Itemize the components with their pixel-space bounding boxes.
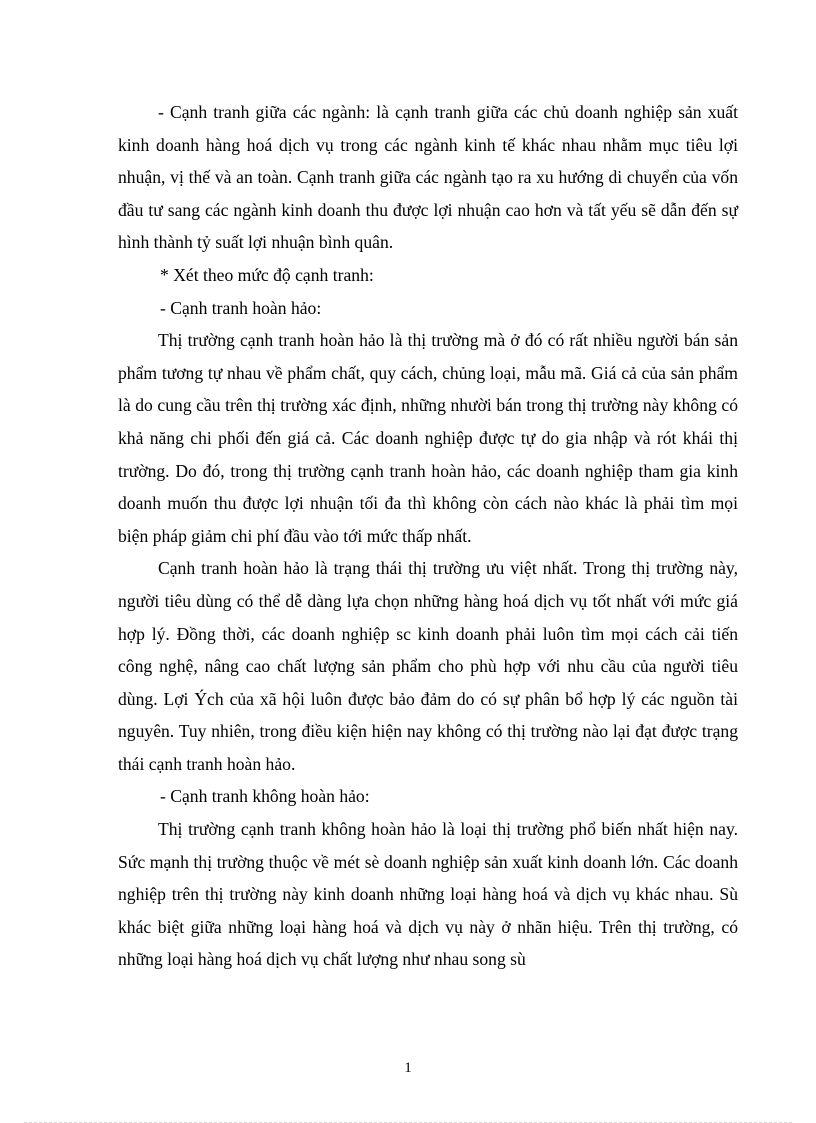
paragraph-imperfect-market-definition: Thị trường cạnh tranh không hoàn hảo là loại thị trường phổ biến nhất hiện nay. Sức mạnh thị trường thuộc về mét sè doanh nghiệp sản xuất kinh doanh lớn. Các doanh nghiệp trên thị trường này kinh doanh những loại hàng hoá và dịch vụ khác nhau. Sù khác biệt giữa những loại hàng hoá và dịch vụ này ở nhãn hiệu. Trên thị trường, có những loại hàng hoá dịch vụ chất lượng như nhau song sù: [118, 819, 738, 970]
heading-imperfect-competition: - Cạnh tranh không hoàn hảo:: [160, 786, 370, 807]
heading-by-competition-level: * Xét theo mức độ cạnh tranh:: [160, 264, 374, 285]
paragraph-perfect-market-advantages: Cạnh tranh hoàn hảo là trạng thái thị trường ưu việt nhất. Trong thị trường này, người tiêu dùng có thể dễ dàng lựa chọn những hàng hoá dịch vụ tốt nhất với mức giá hợp lý. Đồng thời, các doanh nghiệp sc kinh doanh phải luôn tìm mọi cách cải tiến công nghệ, nâng cao chất lượng sản phẩm cho phù hợp với nhu cầu của người tiêu dùng. Lợi Ých của xã hội luôn được bảo đảm do có sự phân bổ hợp lý các nguồn tài nguyên. Tuy nhiên, trong điều kiện hiện nay không có thị trường nào lại đạt được trạng thái cạnh tranh hoàn hảo.: [118, 558, 738, 774]
paragraph-inter-industry-competition: - Cạnh tranh giữa các ngành: là cạnh tranh giữa các chủ doanh nghiệp sản xuất kinh doanh hàng hoá dịch vụ trong các ngành kinh tế khác nhau nhằm mục tiêu lợi nhuận, vị thế và an toàn. Cạnh tranh giữa các ngành tạo ra xu hướng di chuyển của vốn đầu tư sang các ngành kinh doanh thu được lợi nhuận cao hơn và tất yếu sẽ dẫn đến sự hình thành tỷ suất lợi nhuận bình quân.: [118, 102, 738, 253]
page-number: 1: [404, 1060, 412, 1076]
paragraph-perfect-market-definition: Thị trường cạnh tranh hoàn hảo là thị trường mà ở đó có rất nhiều người bán sản phẩm tương tự nhau về phẩm chất, quy cách, chủng loại, mẫu mã. Giá cả của sản phẩm là do cung cầu trên thị trường xác định, những nhười bán trong thị trường này không có khả năng chi phối đến giá cả. Các doanh nghiệp được tự do gia nhập và rót khái thị trường. Do đó, trong thị trường cạnh tranh hoàn hảo, các doanh nghiệp tham gia kinh doanh muốn thu được lợi nhuận tối đa thì không còn cách nào khác là phải tìm mọi biện pháp giảm chi phí đầu vào tới mức thấp nhất.: [118, 330, 738, 546]
document-page: [118, 96, 738, 976]
heading-perfect-competition: - Cạnh tranh hoàn hảo:: [160, 297, 322, 318]
